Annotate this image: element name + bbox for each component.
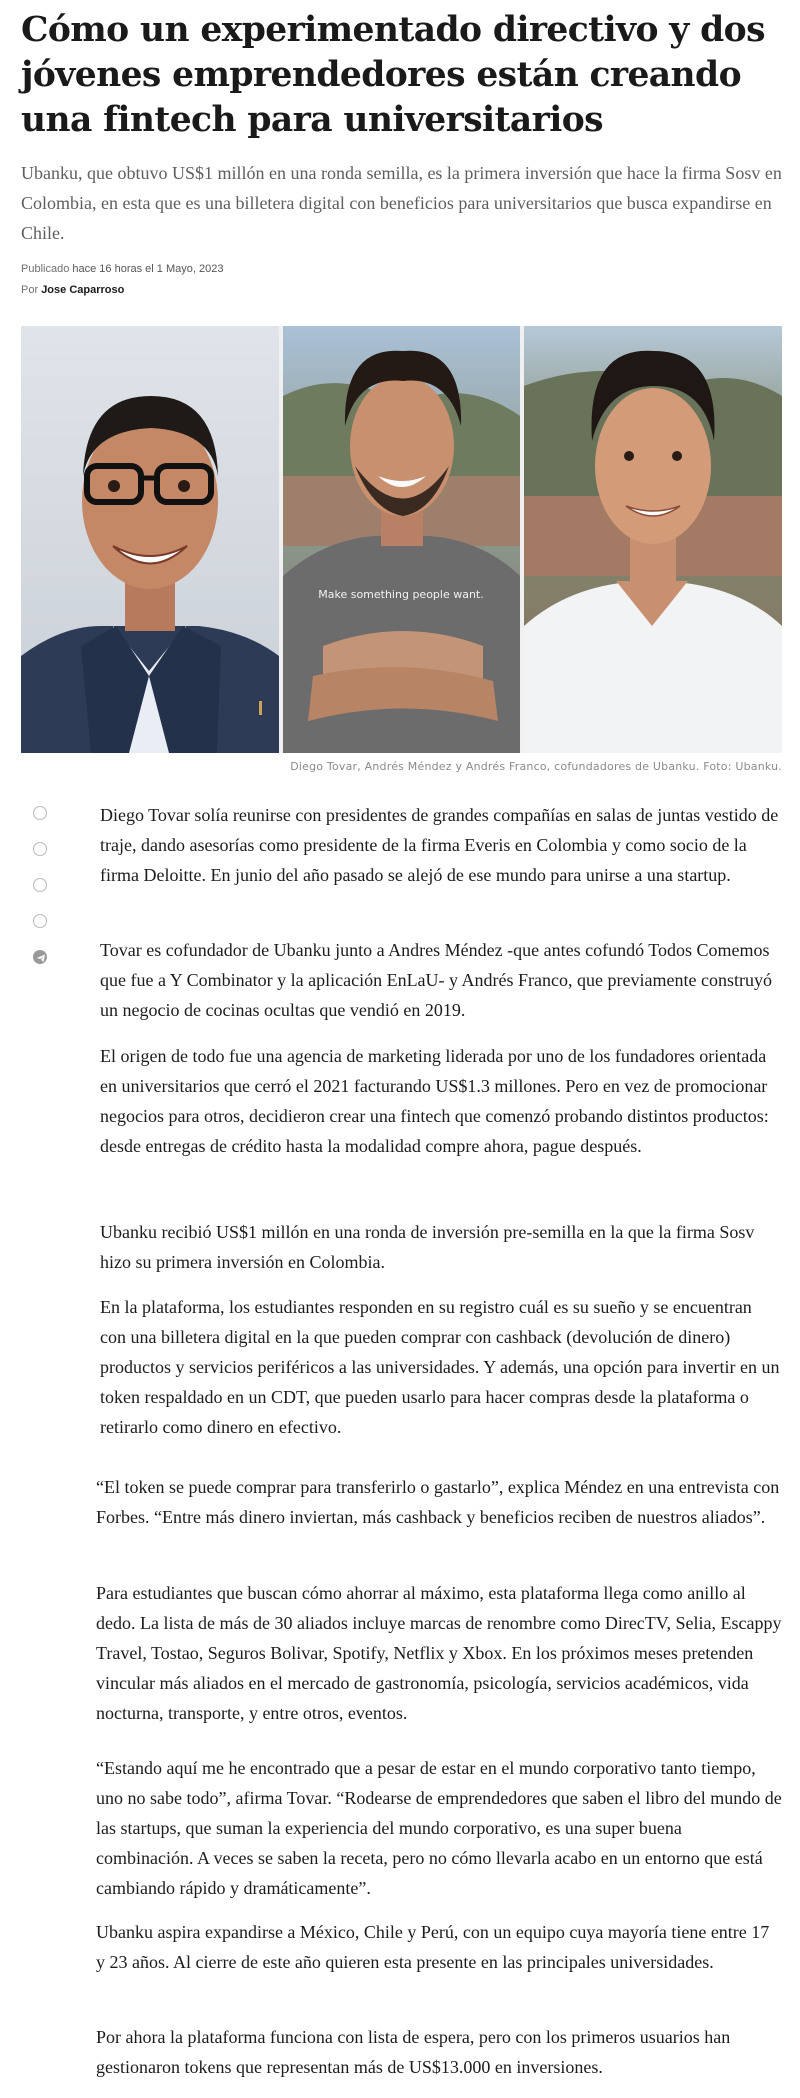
facebook-icon[interactable] <box>33 806 47 820</box>
photo-diego-tovar <box>21 326 279 753</box>
published-date: hace 16 horas el 1 Mayo, 2023 <box>72 263 224 275</box>
tshirt-text: Make something people want. <box>318 588 484 601</box>
paragraph-7: Para estudiantes que buscan cómo ahorrar al máximo, esta plataforma llega como anillo al dedo. La lista de más de 30 aliados incluye marcas de renombre como DirecTV, Selia, Escappy Travel, Tostao, Seguros Bolivar, Spotify, Netflix y Xbox. En los próximos meses pretenden vincular más aliados en el mercado de gastronomía, psicología, servicios académicos, vida nocturna, transporte, y entre otros, eventos. <box>96 1583 782 1723</box>
paragraph-6: “El token se puede comprar para transferirlo o gastarlo”, explica Méndez en una entrevista con Forbes. “Entre más dinero inviertan, más cashback y beneficios reciben de nuestros aliados”. <box>96 1477 780 1527</box>
linkedin-icon[interactable] <box>33 878 47 892</box>
paragraph-9: Ubanku aspira expandirse a México, Chile y Perú, con un equipo cuya mayoría tiene entre 17 y 23 años. Al cierre de este año quieren esta presente en las principales universidades. <box>96 1922 770 1972</box>
paragraph-4: Ubanku recibió US$1 millón en una ronda de inversión pre-semilla en la que la firma Sosv hizo su primera inversión en Colombia. <box>100 1222 755 1272</box>
share-bar <box>33 806 51 986</box>
byline <box>21 283 124 297</box>
paragraph-10: Por ahora la plataforma funciona con lista de espera, pero con los primeros usuarios han gestionaron tokens que representan más de US$13.000 en inversiones. <box>96 2027 731 2077</box>
author-link[interactable]: Jose Caparroso <box>41 284 125 296</box>
email-icon[interactable] <box>33 914 47 928</box>
paragraph-8: “Estando aquí me he encontrado que a pesar de estar en el mundo corporativo tanto tiempo, uno no sabe todo”, afirma Tovar. “Rodearse de emprendedores que saben el libro del mundo de las startups, que suman la experiencia del mundo corporativo, es una super buena combinación. A veces se saben la receta, pero no cómo llevarla acabo en un entorno que está cambiando rápido y dramáticamente”. <box>96 1758 782 1898</box>
twitter-icon[interactable] <box>33 842 47 856</box>
photo-andres-franco <box>524 326 782 753</box>
by-label: Por <box>21 284 39 296</box>
telegram-icon[interactable] <box>33 950 47 964</box>
cofounders-photo <box>21 326 782 753</box>
article-headline: Cómo un experimentado directivo y dos jóvenes emprendedores están creando una fintech para universitarios <box>21 10 765 140</box>
paragraph-1: Diego Tovar solía reunirse con presidentes de grandes compañías en salas de juntas vestido de traje, dando asesorías como presidente de la firma Everis en Colombia y como socio de la firma Deloitte. En junio del año pasado se alejó de ese mundo para unirse a una startup. <box>100 805 779 885</box>
paragraph-2: Tovar es cofundador de Ubanku junto a Andres Méndez -que antes cofundó Todos Comemos que fue a Y Combinator y la aplicación EnLaU- y Andrés Franco, que previamente construyó un negocio de cocinas ocultas que vendió en 2019. <box>100 940 772 1020</box>
article-subtitle: Ubanku, que obtuvo US$1 millón en una ronda semilla, es la primera inversión que hace la firma Sosv en Colombia, en esta que es una billetera digital con beneficios para universitarios que busca expandirse en Chile. <box>21 163 782 243</box>
photo-andres-mendez <box>283 326 520 753</box>
publish-info <box>21 262 223 276</box>
paragraph-5: En la plataforma, los estudiantes responden en su registro cuál es su sueño y se encuentran con una billetera digital en la que pueden comprar con cashback (devolución de dinero) productos y servicios periféricos a las universidades. Y además, una opción para invertir en un token respaldado en un CDT, que pueden usarlo para hacer compras desde la plataforma o retirarlo como dinero en efectivo. <box>100 1297 780 1437</box>
published-label: Publicado <box>21 263 70 275</box>
photo-caption: Diego Tovar, Andrés Méndez y Andrés Franco, cofundadores de Ubanku. Foto: Ubanku. <box>290 760 782 773</box>
paragraph-3: El origen de todo fue una agencia de marketing liderada por uno de los fundadores orientada en universitarios que cerró el 2021 facturando US$1.3 millones. Pero en vez de promocionar negocios para otros, decidieron crear una fintech que comenzó probando distintos productos: desde entregas de crédito hasta la modalidad compre ahora, pague después. <box>100 1046 769 1156</box>
